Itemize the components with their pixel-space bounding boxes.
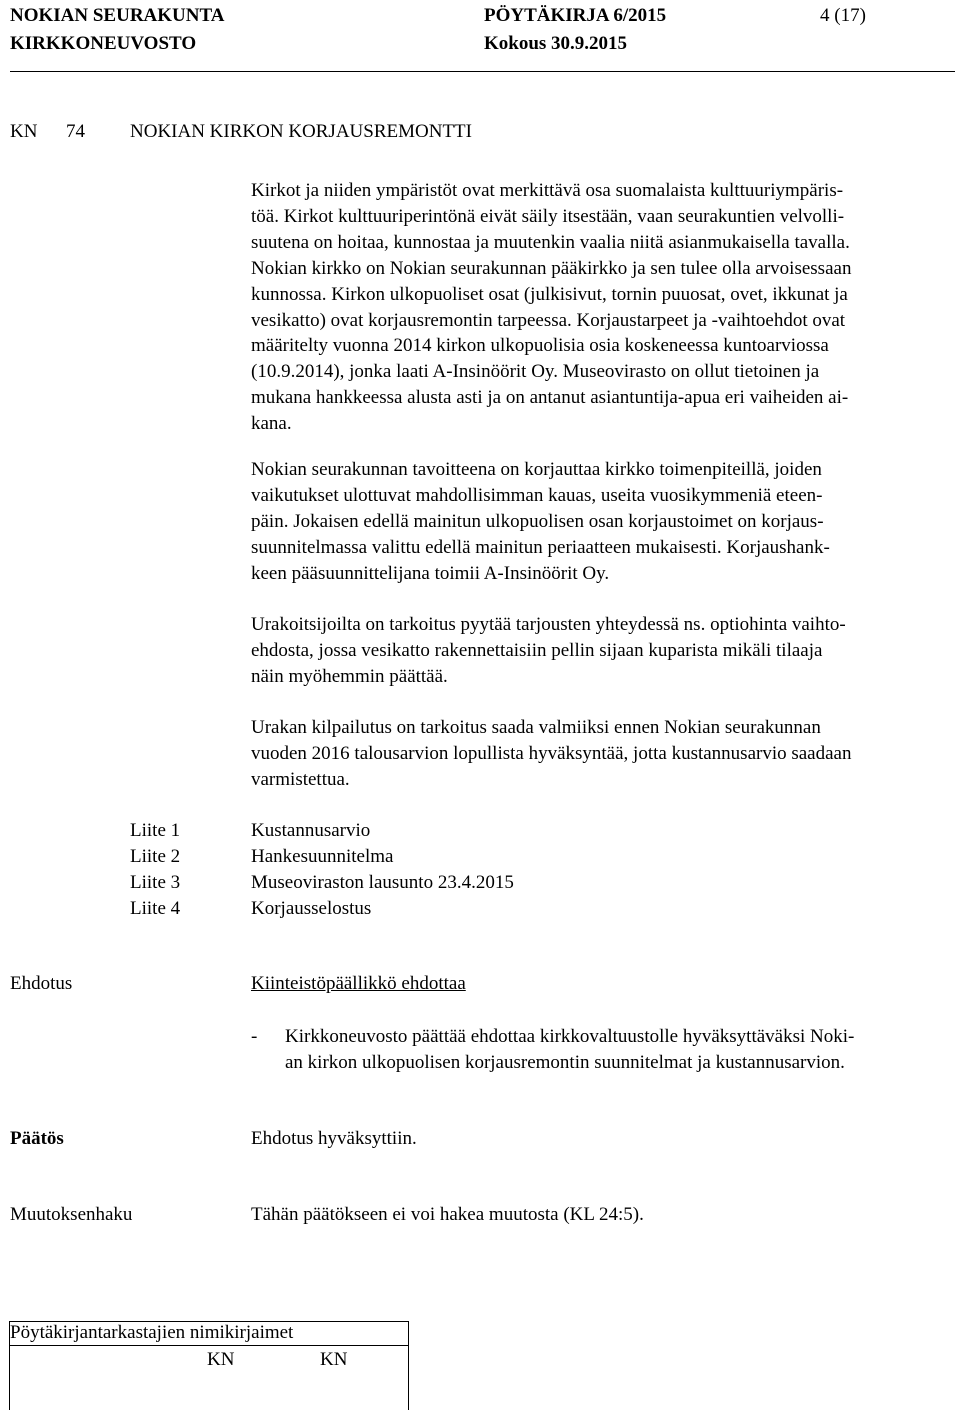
- attachment-label: Liite 4: [130, 898, 181, 919]
- initials-box: [9, 1321, 409, 1410]
- section-code: KN: [10, 121, 38, 142]
- attachment-name: Korjausselostus: [251, 898, 372, 919]
- appeal-label: Muutoksenhaku: [10, 1204, 133, 1225]
- initials-box-title: Pöytäkirjantarkastajien nimikirjaimet: [10, 1322, 408, 1346]
- paragraph-option: Urakoitsijoilta on tarkoitus pyytää tarjousten yhteydessä ns. optiohinta vaihto- ehdosta, jossa vesikatto rakennettaisiin pellin sijaan kuparista mikäli tilaaja näin myöhemmin päättää.: [251, 614, 846, 687]
- proposal-dash: -: [251, 1026, 258, 1047]
- attachment-labels: [130, 818, 180, 922]
- initials-second: KN: [320, 1349, 348, 1370]
- page-number: 4 (17): [820, 5, 866, 26]
- paragraph-background: Kirkot ja niiden ympäristöt ovat merkittävä osa suomalaista kulttuuriympäris- töä. Kirkot kulttuuriperintönä eivät säily itsestään, vaan seurakuntien velvolli- suutena on hoitaa, kunnostaa ja muutenkin vaalia niitä asianmukaisella tavalla. Nokian kirkko on Nokian seurakunnan pääkirkko ja sen tulee olla arvoisessaan kunnossa. Kirkon ulkopuoliset osat (julkisivut, tornin puuosat, ovet, ikkunat ja vesikatto) ovat korjausremontin tarpeessa. Korjaustarpeet ja -vaihtoehdot ovat määritelty vuonna 2014 kirkon ulkopuolisia osia koskeneessa kuntoarviossa (10.9.2014), jonka laati A-Insinöörit Oy. Museovirasto on ollut tietoinen ja mukana hankkeessa alusta asti ja on antanut asiantuntija-apua eri vaiheiden ai- kana.: [251, 180, 852, 435]
- decision-text: Ehdotus hyväksyttiin.: [251, 1128, 417, 1149]
- proposal-label: Ehdotus: [10, 973, 73, 994]
- paragraph-goal: Nokian seurakunnan tavoitteena on korjauttaa kirkko toimenpiteillä, joiden vaikutukset ulottuvat mahdollisimman kauas, useita vuosikymmeniä eteen- päin. Jokaisen edellä mainitun ulkopuolisen osan korjaustoimet on korjaus- suunnitelmassa valittu edellä mainitun periaatteen mukaisesti. Korjaushank- keen pääsuunnittelijana toimii A-Insinöörit Oy.: [251, 459, 830, 584]
- paragraph-tender: Urakan kilpailutus on tarkoitus saada valmiiksi ennen Nokian seurakunnan vuoden 2016 talousarvion lopullista hyväksyntää, jotta kustannusarvio saadaan varmistettua.: [251, 717, 852, 790]
- appeal-text: Tähän päätökseen ei voi hakea muutosta (KL 24:5).: [251, 1204, 644, 1225]
- attachment-label: Liite 3: [130, 872, 181, 893]
- attachment-name: Kustannusarvio: [251, 820, 371, 841]
- decision-label: Päätös: [10, 1128, 64, 1149]
- document-title: PÖYTÄKIRJA 6/2015: [484, 5, 667, 26]
- section-title: NOKIAN KIRKON KORJAUSREMONTTI: [130, 121, 472, 142]
- attachment-label: Liite 1: [130, 820, 181, 841]
- proposal-heading: Kiinteistöpäällikkö ehdottaa: [251, 973, 466, 994]
- attachment-label: Liite 2: [130, 846, 181, 867]
- meeting-date: Kokous 30.9.2015: [484, 33, 628, 54]
- organization-name: NOKIAN SEURAKUNTA: [10, 5, 225, 26]
- attachment-name: Hankesuunnitelma: [251, 846, 394, 867]
- attachment-name: Museoviraston lausunto 23.4.2015: [251, 872, 514, 893]
- governing-body: KIRKKONEUVOSTO: [10, 33, 197, 54]
- attachment-names: [251, 818, 514, 922]
- proposal-text: Kirkkoneuvosto päättää ehdottaa kirkkovaltuustolle hyväksyttäväksi Noki- an kirkon ulkopuolisen korjausremontin suunnitelmat ja kustannusarvion.: [285, 1026, 855, 1073]
- header-divider: [10, 71, 955, 72]
- section-number: 74: [66, 121, 85, 142]
- initials-first: KN: [207, 1349, 235, 1370]
